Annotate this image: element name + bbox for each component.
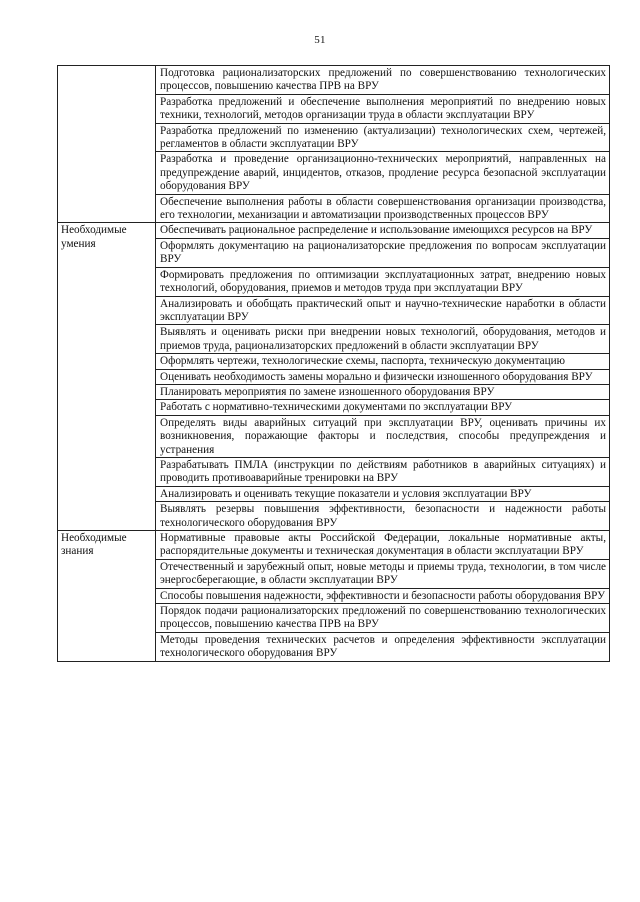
item-description-cell: Оценивать необходимость замены морально и физически изношенного оборудования ВРУ xyxy=(156,369,610,384)
table-row xyxy=(58,531,610,560)
item-description-cell: Отечественный и зарубежный опыт, новые методы и приемы труда, технологии, в том числе энергосберегающие, в области эксплуатации ВРУ xyxy=(156,559,610,588)
item-description-cell: Анализировать и оценивать текущие показатели и условия эксплуатации ВРУ xyxy=(156,486,610,501)
item-description-cell: Нормативные правовые акты Российской Федерации, локальные нормативные акты, распорядительные документы и техническая документация в области эксплуатации ВРУ xyxy=(156,531,610,560)
item-description-cell: Разработка предложений и обеспечение выполнения мероприятий по внедрению новых техники, технологий, методов организации труда в области эксплуатации ВРУ xyxy=(156,94,610,123)
table-row xyxy=(58,66,610,95)
item-description-cell: Определять виды аварийных ситуаций при эксплуатации ВРУ, оценивать причины их возникновения, поражающие факторы и последствия, способы предупреждения и устранения xyxy=(156,415,610,457)
group-label-cell: Необходимые умения xyxy=(58,223,156,531)
requirements-table xyxy=(57,65,610,662)
page-number: 51 xyxy=(314,34,326,46)
item-description-cell: Методы проведения технических расчетов и определения эффективности эксплуатации технологического оборудования ВРУ xyxy=(156,632,610,661)
item-description-cell: Оформлять документацию на рационализаторские предложения по вопросам эксплуатации ВРУ xyxy=(156,238,610,267)
item-description-cell: Порядок подачи рационализаторских предложений по совершенствованию технологических процессов, повышению качества ПРВ на ВРУ xyxy=(156,604,610,633)
group-label-cell xyxy=(58,66,156,223)
item-description-cell: Подготовка рационализаторских предложений по совершенствованию технологических процессов, повышению качества ПРВ на ВРУ xyxy=(156,66,610,95)
item-description-cell: Планировать мероприятия по замене изношенного оборудования ВРУ xyxy=(156,384,610,399)
item-description-cell: Выявлять резервы повышения эффективности, безопасности и надежности работы технологического оборудования ВРУ xyxy=(156,502,610,531)
item-description-cell: Разработка и проведение организационно-технических мероприятий, направленных на предупреждение аварий, инцидентов, отказов, продление ресурса безопасной эксплуатации оборудования ВРУ xyxy=(156,152,610,194)
item-description-cell: Обеспечивать рациональное распределение и использование имеющихся ресурсов на ВРУ xyxy=(156,223,610,238)
item-description-cell: Оформлять чертежи, технологические схемы, паспорта, техническую документацию xyxy=(156,354,610,369)
item-description-cell: Разработка предложений по изменению (актуализации) технологических схем, чертежей, регламентов в области эксплуатации ВРУ xyxy=(156,123,610,152)
table-row xyxy=(58,223,610,238)
item-description-cell: Выявлять и оценивать риски при внедрении новых технологий, оборудования, методов и приемов труда, рационализаторских предложений в области эксплуатации ВРУ xyxy=(156,325,610,354)
item-description-cell: Анализировать и обобщать практический опыт и научно-технические наработки в области эксплуатации ВРУ xyxy=(156,296,610,325)
item-description-cell: Способы повышения надежности, эффективности и безопасности работы оборудования ВРУ xyxy=(156,588,610,603)
group-label-cell: Необходимые знания xyxy=(58,531,156,662)
item-description-cell: Разрабатывать ПМЛА (инструкции по действиям работников в аварийных ситуациях) и проводить противоаварийные тренировки на ВРУ xyxy=(156,457,610,486)
item-description-cell: Работать с нормативно-техническими документами по эксплуатации ВРУ xyxy=(156,400,610,415)
item-description-cell: Обеспечение выполнения работы в области совершенствования организации производства, его технологии, механизации и автоматизации производственных процессов ВРУ xyxy=(156,194,610,223)
requirements-table-body xyxy=(58,66,610,662)
item-description-cell: Формировать предложения по оптимизации эксплуатационных затрат, внедрению новых технологий, оборудования, приемов и методов труда при эксплуатации ВРУ xyxy=(156,267,610,296)
